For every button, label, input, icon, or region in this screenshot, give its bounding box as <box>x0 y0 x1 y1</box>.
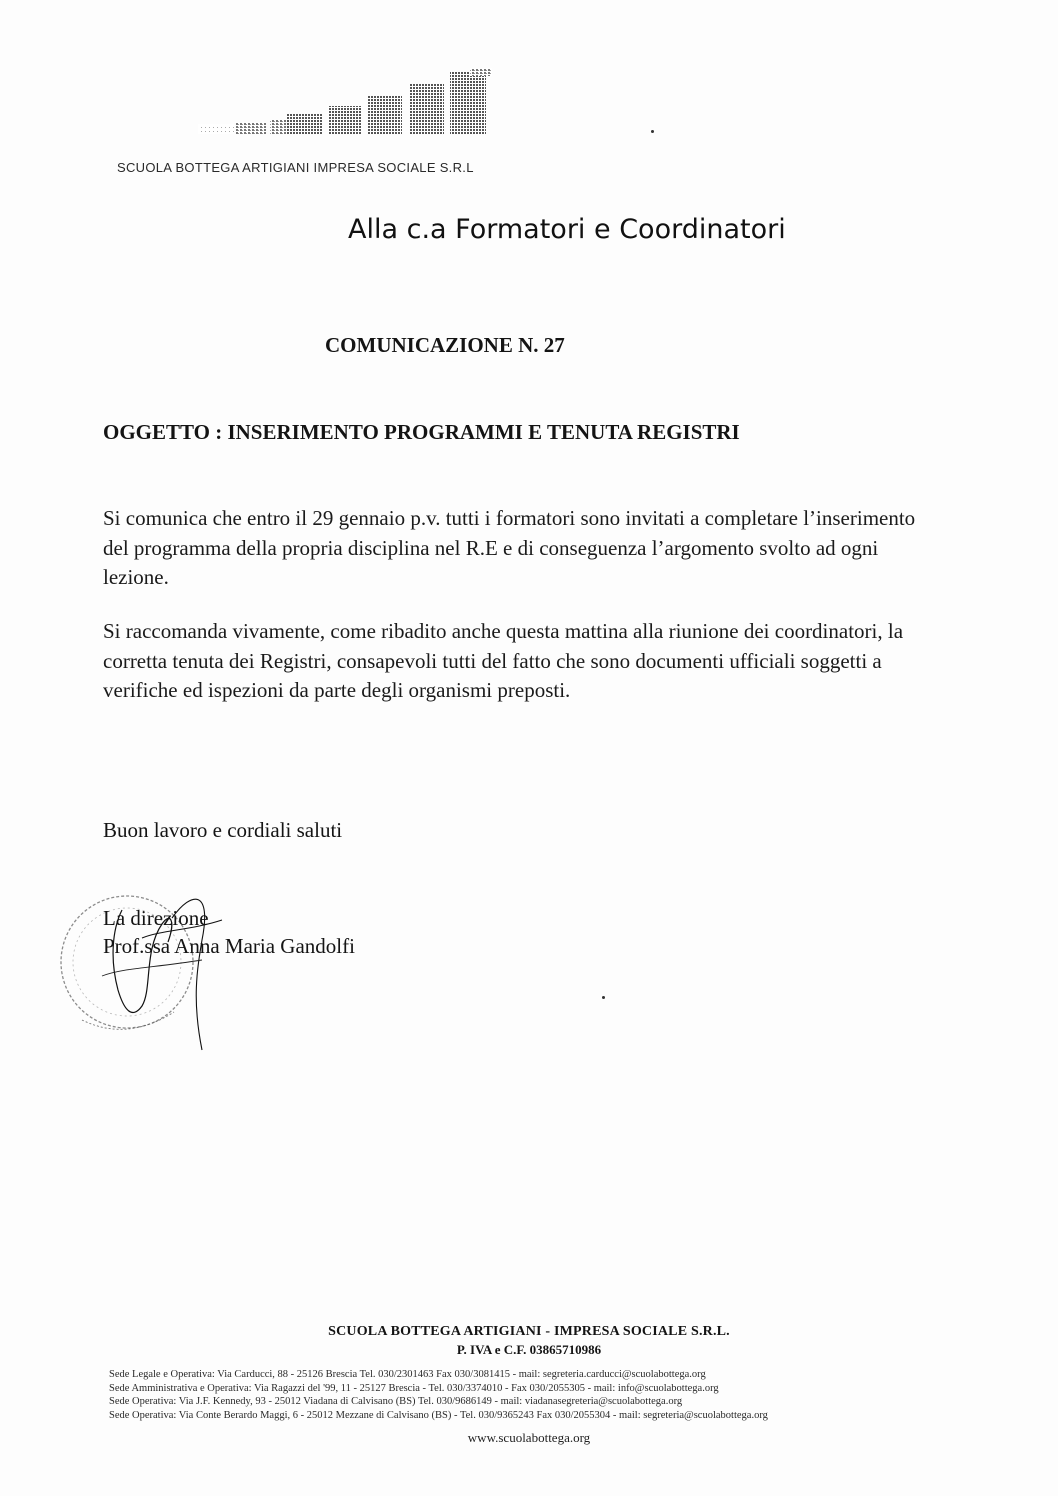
subject-line: OGGETTO : INSERIMENTO PROGRAMMI E TENUTA REGISTRI <box>103 420 740 444</box>
signature-name: Prof.ssa Anna Maria Gandolfi <box>103 934 355 958</box>
footer-address-line: Sede Operativa: Via J.F. Kennedy, 93 - 25012 Viadana di Calvisano (BS) Tel. 030/9686149 - mail: viadanasegreteria@scuolabottega.org <box>109 1396 683 1408</box>
recipient-line: Alla c.a Formatori e Coordinatori <box>348 214 786 245</box>
body-paragraph-1: Si comunica che entro il 29 gennaio p.v. tutti i formatori sono invitati a completare l’inserimento del programma della propria disciplina nel R.E e di conseguenza l’argomento svolto ad ogni lezione. <box>103 506 916 589</box>
footer-website: www.scuolabottega.org <box>467 1430 591 1445</box>
body-paragraph-2: Si raccomanda vivamente, come ribadito anche questa mattina alla riunione dei coordinatori, la corretta tenuta dei Registri, consapevoli tutti del fatto che sono documenti ufficiali soggetti a verifiche ed ispezioni da parte degli organismi preposti. <box>103 619 904 702</box>
scan-speck <box>651 130 654 133</box>
footer-address-line: Sede Legale e Operativa: Via Carducci, 88 - 25126 Brescia Tel. 030/2301463 Fax 030/3081415 - mail: segreteria.carducci@scuolabottega.org <box>109 1369 706 1380</box>
signature-block <box>103 904 355 960</box>
organization-logo <box>188 66 506 142</box>
footer-company-name: SCUOLA BOTTEGA ARTIGIANI - IMPRESA SOCIALE S.R.L. <box>328 1324 730 1339</box>
footer-address-lines <box>109 1368 939 1422</box>
scan-speck <box>602 996 605 999</box>
closing-salutation: Buon lavoro e cordiali saluti <box>103 818 343 842</box>
communication-number: COMUNICAZIONE N. 27 <box>325 333 565 357</box>
footer-address-line: Sede Amministrativa e Operativa: Via Ragazzi del '99, 11 - 25127 Brescia - Tel. 030/3374010 - Fax 030/2055305 - mail: info@scuolabottega.org <box>109 1382 719 1394</box>
footer-heading <box>0 1324 1058 1358</box>
organization-subtitle: SCUOLA BOTTEGA ARTIGIANI IMPRESA SOCIALE S.R.L <box>117 160 474 175</box>
signature-role: La direzione <box>103 906 209 930</box>
footer-vat: P. IVA e C.F. 03865710986 <box>456 1342 602 1357</box>
footer-address-line: Sede Operativa: Via Conte Berardo Maggi, 6 - 25012 Mezzane di Calvisano (BS) - Tel. 030/9365243 Fax 030/2055304 - mail: segreteria@scuolabottega.org <box>109 1409 768 1421</box>
